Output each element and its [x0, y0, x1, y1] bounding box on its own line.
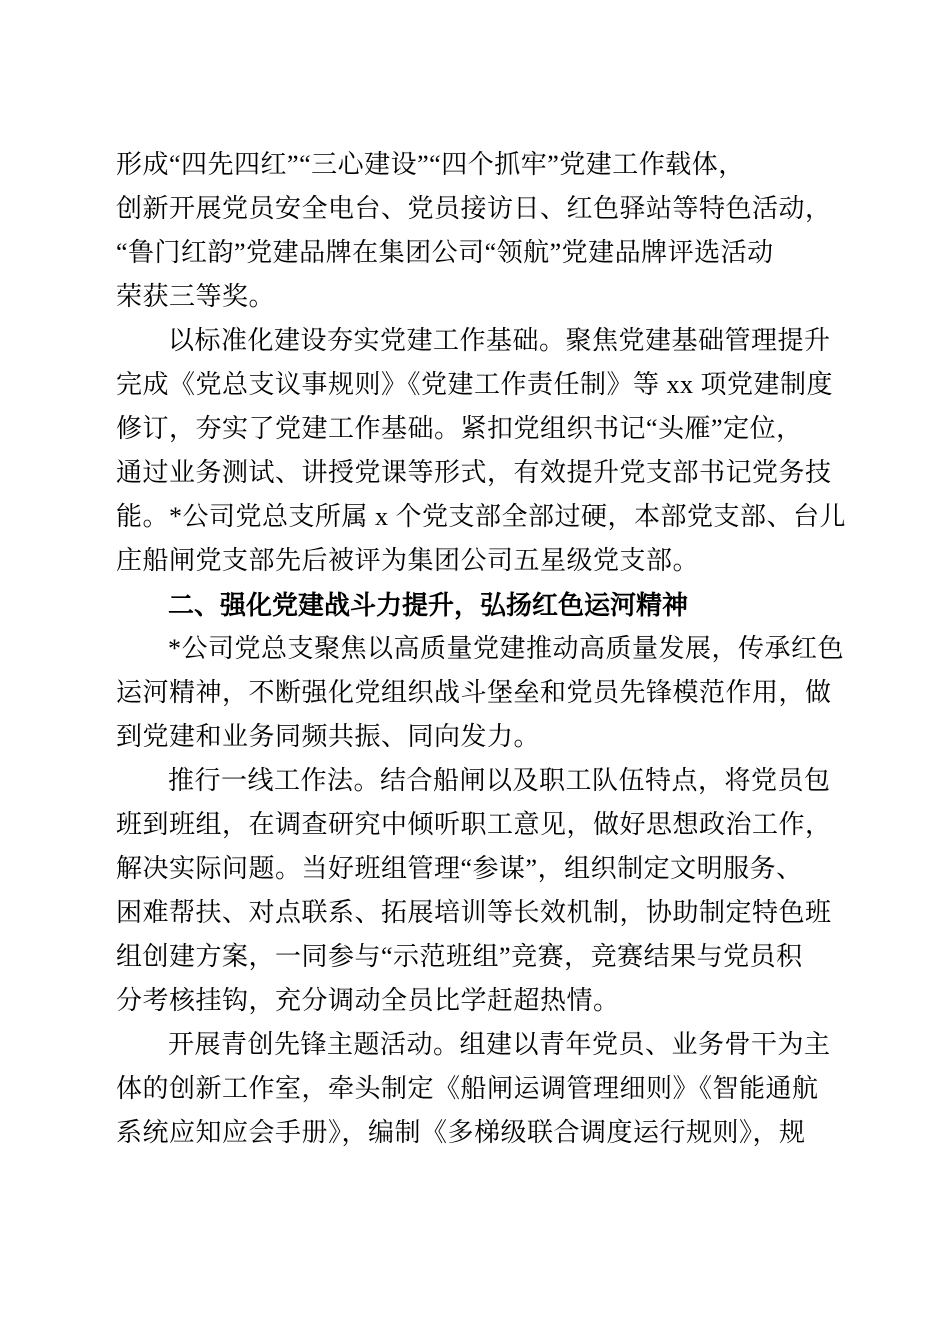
text-column: [116, 143, 847, 1155]
text-line: 开展青创先锋主题活动。组建以青年党员、业务骨干为主: [168, 1030, 831, 1059]
text-line: 以标准化建设夯实党建工作基础。聚焦党建基础管理提升: [168, 326, 831, 355]
text-line: 形成“四先四红”“三心建设”“四个抓牢”党建工作载体，: [116, 150, 745, 179]
text-line: 组创建方案，一同参与“示范班组”竞赛，竞赛结果与党员积: [116, 942, 803, 971]
paragraph: [116, 1023, 832, 1155]
paragraph: [116, 759, 832, 1023]
text-line: 解决实际问题。当好班组管理“参谋”，组织制定文明服务、: [116, 854, 803, 883]
heading-line: 二、强化党建战斗力提升，弘扬红色运河精神: [168, 590, 689, 620]
text-line: 能。*公司党总支所属 x 个党支部全部过硬，本部党支部、台儿: [116, 502, 847, 531]
paragraph: [116, 143, 832, 319]
text-line: 推行一线工作法。结合船闸以及职工队伍特点，将党员包: [168, 766, 831, 795]
text-line: 到党建和业务同频共振、同向发力。: [116, 722, 541, 751]
text-line: 修订，夯实了党建工作基础。紧扣党组织书记“头雁”定位，: [116, 414, 803, 443]
text-line: 通过业务测试、讲授党课等形式，有效提升党支部书记党务技: [116, 458, 832, 487]
text-line: 班到班组，在调查研究中倾听职工意见，做好思想政治工作，: [116, 810, 832, 839]
text-line: 庄船闸党支部先后被评为集团公司五星级党支部。: [116, 546, 700, 575]
text-line: 完成《党总支议事规则》《党建工作责任制》等 xx 项党建制度: [116, 370, 834, 399]
paragraph: [116, 319, 847, 583]
text-line: 系统应知应会手册》，编制《多梯级联合调度运行规则》，规: [116, 1118, 806, 1147]
text-line: 困难帮扶、对点联系、拓展培训等长效机制，协助制定特色班: [116, 898, 832, 927]
text-line: “鲁门红韵”党建品牌在集团公司“领航”党建品牌评选活动: [116, 238, 774, 267]
text-line: 分考核挂钩，充分调动全员比学赶超热情。: [116, 986, 620, 1015]
text-line: 荣获三等奖。: [116, 282, 276, 311]
text-line: *公司党总支聚焦以高质量党建推动高质量发展，传承红色: [168, 634, 845, 663]
text-line: 体的创新工作室，牵头制定《船闸运调管理细则》《智能通航: [116, 1074, 819, 1103]
section-heading: [116, 583, 832, 627]
text-line: 创新开展党员安全电台、党员接访日、红色驿站等特色活动，: [116, 194, 832, 223]
text-line: 运河精神，不断强化党组织战斗堡垒和党员先锋模范作用，做: [116, 678, 832, 707]
paragraph: [116, 627, 845, 759]
